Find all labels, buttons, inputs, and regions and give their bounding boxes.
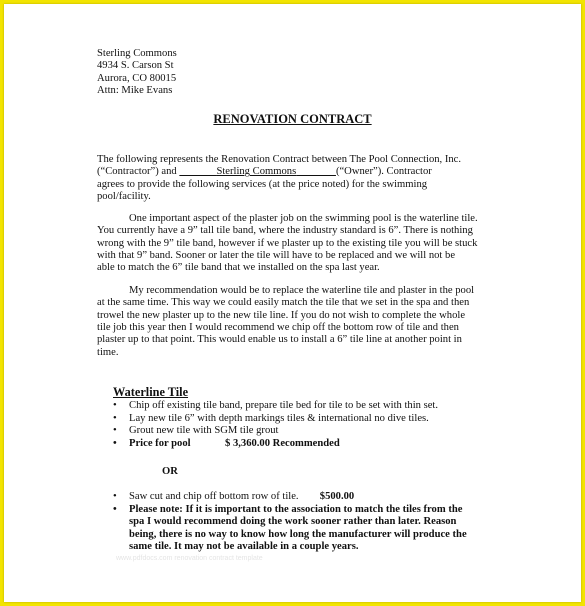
price-item — [113, 438, 438, 451]
owner-name: Sterling Commons — [216, 166, 297, 178]
paragraph-line: You currently have a 9” tall tile band, where the industry standard is 6”. There is nothing — [97, 225, 473, 237]
paragraph-line: wrong with the 9” tile band, however if we plaster up to the existing tile you will be stuck — [97, 237, 478, 249]
list-item — [113, 491, 467, 504]
note-line: Please note: If it is important to the association to match the tiles from the — [129, 503, 463, 515]
alternative-bullet-list — [113, 491, 467, 554]
paragraph-line: trowel the new plaster up to the new tile line. If you do not wish to complete the whole — [97, 309, 466, 321]
intro-line: pool/facility. — [97, 191, 151, 203]
paragraph-line: One important aspect of the plaster job on the swimming pool is the waterline tile. — [129, 213, 478, 224]
bullet-icon: • — [113, 412, 117, 424]
section-heading-waterline-tile: Waterline Tile — [113, 385, 189, 399]
intro-line: agrees to provide the following services (at the price noted) for the swimming — [97, 178, 428, 190]
list-item: • Chip off existing tile band, prepare tile bed for tile to be set with thin set. — [113, 400, 439, 411]
intro-text: (“Contractor”) and — [97, 166, 180, 178]
bullet-icon: • — [113, 437, 117, 449]
address-line: Attn: Mike Evans — [97, 84, 173, 96]
intro-paragraph — [97, 154, 497, 203]
paragraph-line: with that 9” band. Sooner or later the tile will have to be replaced and we will not be — [97, 250, 456, 262]
bullet-icon: • — [113, 491, 117, 502]
paragraph-line: time. — [97, 346, 119, 358]
note-line: spa I would recommend doing the work sooner rather than later. Reason — [129, 516, 457, 528]
note-line: same tile. It may not be available in a couple years. — [129, 541, 359, 553]
paragraph-line: My recommendation would be to replace the waterline tile and plaster in the pool — [129, 285, 475, 296]
paragraph-line: plaster up to that point. This would enable us to install a 6” tile line at another point in — [97, 334, 462, 346]
list-item: • Lay new tile 6” with depth markings tiles & international no dive tiles. — [113, 412, 429, 424]
paragraph-line: able to match the 6” tile band that we installed on the spa last year. — [97, 262, 380, 274]
bullet-icon: • — [113, 503, 117, 515]
alternative-amount: $500.00 — [319, 491, 355, 502]
alternative-text: Saw cut and chip off bottom row of tile. — [129, 491, 299, 502]
address-line: 4934 S. Carson St — [97, 60, 174, 72]
note-item — [113, 504, 467, 554]
recipient-address — [97, 48, 177, 97]
price-amount: $ 3,360.00 Recommended — [225, 437, 340, 449]
or-separator: OR — [162, 466, 178, 477]
tile-aspect-paragraph — [97, 213, 497, 275]
scope-bullet-list — [113, 400, 438, 450]
bullet-icon: • — [113, 400, 117, 411]
intro-text: (“Owner”). Contractor — [335, 166, 432, 178]
note-line: being, there is no way to know how long the manufacturer will produce the — [129, 528, 467, 540]
document-page — [4, 4, 581, 602]
paragraph-line: tile job this year then I would recommend we chip off the bottom row of tile and then — [97, 322, 459, 334]
intro-line: The following represents the Renovation Contract between The Pool Connection, Inc. — [97, 154, 462, 165]
address-line: Aurora, CO 80015 — [97, 72, 177, 84]
address-line: Sterling Commons — [97, 48, 177, 59]
owner-blank-field — [179, 166, 336, 177]
paragraph-line: at the same time. This way we could easily match the tile that we set in the spa and then — [97, 297, 470, 309]
intro-line — [97, 166, 497, 178]
recommendation-paragraph — [97, 285, 497, 359]
bullet-icon: • — [113, 425, 117, 437]
document-title: RENOVATION CONTRACT — [213, 112, 372, 126]
price-label: Price for pool — [129, 437, 191, 449]
list-item: • Grout new tile with SGM tile grout — [113, 425, 279, 437]
watermark-text: www.pdfdocs.com renovation contract template — [116, 555, 263, 562]
